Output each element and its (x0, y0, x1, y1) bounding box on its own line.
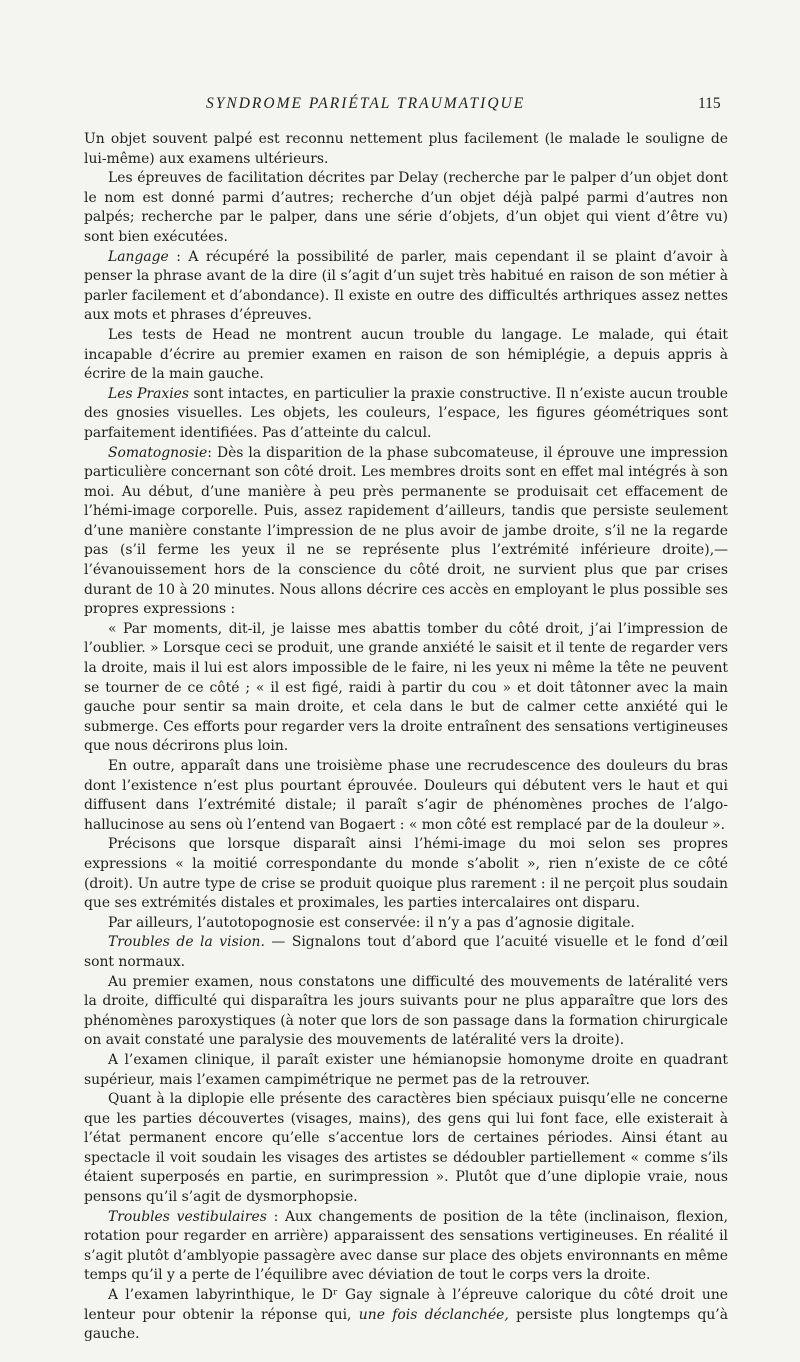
body-text (84, 130, 728, 1345)
paragraph (84, 835, 728, 913)
paragraph-text: : Aux changements de position de la tête (inclinaison, flexion, rotation pour regarder en arrière) apparaissent des sensations vertigineuses. En réalité il s’agit plutôt d’amblyopie passagère avec danse sur place des objets environnants en même temps qu’il y a perte de l’équilibre avec déviation de tout le corps vers la droite. (84, 1208, 728, 1284)
paragraph-text: : Dès la disparition de la phase subcomateuse, il éprouve une impression particulière concernant son côté droit. Les membres droits sont en effet mal intégrés à son moi. Au début, d’une manière à peu près permanente se produisait cet effacement de l’hémi-image corporelle. Puis, assez rapidement d’ailleurs, tandis que persiste seulement d’une manière constante l’impression de ne plus avoir de jambe droite, s’il ne la regarde pas (s’il ferme les yeux il ne se représente plus l’extrémité inférieure droite),— l’évanouissement hors de la conscience du côté droit, ne survient plus que par crises durant de 10 à 20 minutes. Nous allons décrire ces accès en employant le plus possible ses propres expressions : (84, 444, 728, 618)
paragraph-lead: Langage (108, 248, 169, 265)
paragraph (84, 620, 728, 757)
paragraph (84, 385, 728, 444)
paragraph-text-tail: persiste plus longtemps qu’à gauche. (84, 1306, 729, 1343)
paragraph (84, 444, 728, 620)
paragraph (84, 914, 728, 934)
paragraph-text: — Signalons tout d’abord que l’acuité visuelle et le fond d’œil sont normaux. (84, 934, 728, 970)
paragraph (84, 757, 728, 835)
paragraph (84, 933, 728, 972)
paragraph-text: Les épreuves de facilitation décrites par Delay (recherche par le palper d’un objet dont le nom est donné parmi d’autres; recherche d’un objet déjà palpé parmi d’autres non palpés; recherche par le palper, dans une série d’objets, d’un objet qui vient d’être vu) sont bien exécutées. (84, 170, 728, 245)
paragraph-text: Précisons que lorsque disparaît ainsi l’hémi-image du moi selon ses propres expressions « la moitié correspondante du monde s’abolit », rien n’existe de ce côté (droit). Un autre type de crise se produit quoique plus rarement : il ne perçoit plus soudain que ses extrémités distales et proximales, les parties intercalaires ont disparu. (84, 836, 728, 912)
paragraph (84, 1051, 728, 1090)
paragraph-lead: Somatognosie (108, 444, 208, 461)
page-number: 115 (698, 95, 721, 112)
paragraph (84, 248, 728, 326)
paragraph-text: Par ailleurs, l’autotopognosie est conservée: il n’y a pas d’agnosie digitale. (108, 914, 635, 931)
paragraph (84, 1208, 728, 1286)
paragraph-italic-phrase: une fois déclanchée, (358, 1306, 509, 1323)
paragraph-lead: Les Praxies (108, 385, 189, 402)
paragraph-text: A l’examen labyrinthique, le Dʳ Gay signale à l’épreuve calorique du côté droit une lenteur pour obtenir la réponse qui, (84, 1287, 728, 1323)
paragraph-lead: Troubles de la vision. (108, 934, 265, 951)
paragraph (84, 130, 728, 169)
paragraph (84, 1286, 728, 1345)
paragraph-text: sont intactes, en particulier la praxie constructive. Il n’existe aucun trouble des gnosies visuelles. Les objets, les couleurs, l’espace, les figures géométriques sont parfaitement identifiées. Pas d’atteinte du calcul. (84, 385, 729, 441)
paragraph-lead: Troubles vestibulaires (108, 1208, 267, 1225)
paragraph-text: « Par moments, dit-il, je laisse mes abattis tomber du côté droit, j’ai l’impression de l’oublier. » Lorsque ceci se produit, une grande anxiété le saisit et il tente de regarder vers la droite, mais il lui est alors impossible de le faire, ni les yeux ni même la tête ne peuvent se tourner de ce côté ; « il est figé, raidi à partir du cou » et doit tâtonner avec la main gauche pour sentir sa main droite, et cela dans le but de calmer cette anxiété qui le submerge. Ces efforts pour regarder vers la droite entraînent des sensations vertigineuses que nous décrirons plus loin. (84, 620, 728, 755)
paragraph-text: Les tests de Head ne montrent aucun trouble du langage. Le malade, qui était incapable d’écrire au premier examen en raison de son hémiplégie, a depuis appris à écrire de la main gauche. (84, 326, 728, 383)
paragraph-text: Au premier examen, nous constatons une difficulté des mouvements de latéralité vers la droite, difficulté qui disparaîtra les jours suivants pour ne plus apparaître que lors des phénomènes paroxystiques (à noter que lors de son passage dans la formation chirurgicale on avait constaté une paralysie des mouvements de latéralité vers la droite). (84, 973, 728, 1049)
paragraph-text: Un objet souvent palpé est reconnu nettement plus facilement (le malade le souligne de lui-même) aux examens ultérieurs. (84, 131, 728, 167)
paragraph-text: En outre, apparaît dans une troisième phase une recrudescence des douleurs du bras dont l’existence n’est plus pourtant éprouvée. Douleurs qui débutent vers le haut et qui diffusent dans l’extrémité distale; il paraît s’agir de phénomènes proches de l’algo-hallucinose au sens où l’entend van Bogaert : « mon côté est remplacé par de la douleur ». (84, 758, 728, 833)
paragraph (84, 169, 728, 247)
paragraph-text: : A récupéré la possibilité de parler, mais cependant il se plaint d’avoir à penser la phrase avant de la dire (il s’agit d’un sujet très habitué en raison de son métier à parler facilement et d’abondance). Il existe en outre des difficultés arthriques assez nettes aux mots et phrases d’épreuves. (84, 248, 728, 324)
paragraph (84, 973, 728, 1051)
page-header (0, 95, 800, 117)
running-title: SYNDROME PARIÉTAL TRAUMATIQUE (206, 95, 526, 112)
paragraph (84, 326, 728, 385)
paragraph-text: Quant à la diplopie elle présente des caractères bien spéciaux puisqu’elle ne concerne que les parties découvertes (visages, mains), des gens qui lui font face, elle existerait à l’état permanent encore qu’elle s’accentue lors de certaines périodes. Ainsi étant au spectacle il voit soudain les visages des artistes se dédoubler partiellement « comme s’ils étaient superposés en partie, en surimpression ». Plutôt que d’une diplopie vraie, nous pensons qu’il s’agit de dysmorphopsie. (84, 1091, 728, 1206)
paragraph (84, 1090, 728, 1208)
paragraph-text: A l’examen clinique, il paraît exister une hémianopsie homonyme droite en quadrant supérieur, mais l’examen campimétrique ne permet pas de la retrouver. (84, 1051, 728, 1088)
